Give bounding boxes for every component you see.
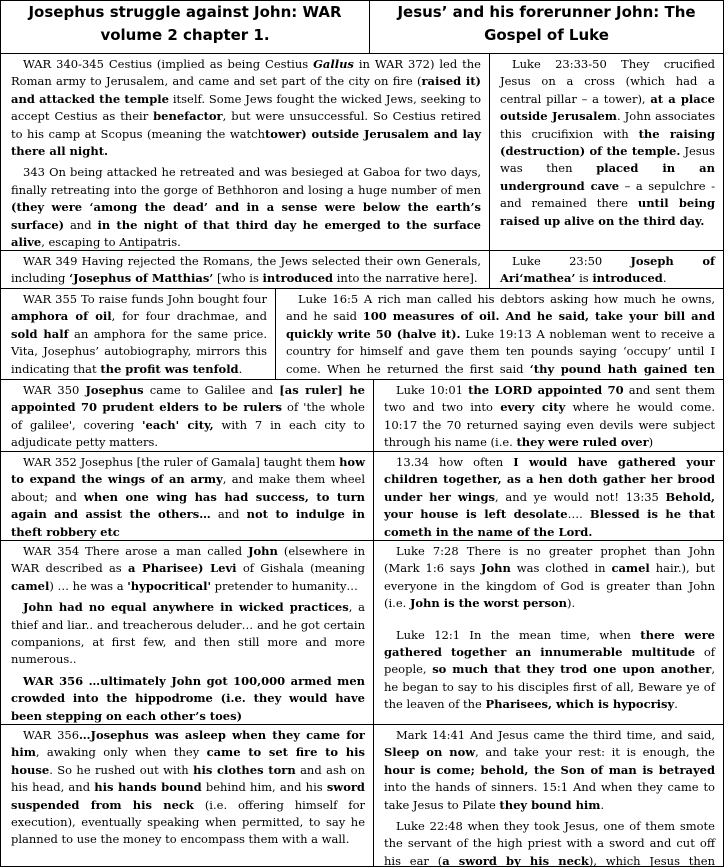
header-right: Jesus’ and his forerunner John: The Gospel of Luke bbox=[369, 1, 723, 53]
row-2-right bbox=[489, 251, 723, 288]
row-4-right bbox=[373, 380, 723, 451]
row-2-right-p1: Luke 23:50 Joseph of Ari‘mathea’ is introduced. bbox=[500, 254, 715, 286]
row-7-right-p1: Mark 14:41 And Jesus came the third time, and said, Sleep on now, and take your rest: it is enough, the hour is come; behold, the Son of man is betrayed into the hands of sinners. 15:1 And when they came to take Jesus to Pilate they bound him. bbox=[384, 728, 715, 812]
row-5-left bbox=[1, 452, 373, 540]
row-7-right-p2: Luke 22:48 when they took Jesus, one of them smote the servant of the high priest with a sword and cut off his ear (a sword by his neck), which Jesus then bbox=[384, 819, 716, 866]
row-1-left-p2: 343 On being attacked he retreated and was besieged at Gaboa for two days, finally retreating into the gorge of Bethhoron and losing a huge number of men (they were ‘among the dead’ and in a sense were below the earth’s surface) and in the night of that third day he emerged to the surface alive, escaping to Antipatris. bbox=[11, 165, 481, 250]
table-row bbox=[0, 54, 724, 251]
row-6-left-p1: WAR 354 There arose a man called John (elsewhere in WAR described as a Pharisee) Levi of Gishala (meaning camel) … he was a 'hypocritical' pretender to humanity… bbox=[11, 544, 365, 593]
table-row bbox=[0, 380, 724, 452]
row-1-left-p1: WAR 340-345 Cestius (implied as being Cestius Gallus in WAR 372) led the Roman army to Jerusalem, and came and set part of the city on fire (raised it) and attacked the temple itself. Some Jews fought the wicked Jews, seeking to accept Cestius as their benefactor, but were unsuccessful. So Cestius retired to his camp at Scopus (meaning the watchtower) outside Jerusalem and lay there all night. bbox=[11, 57, 482, 159]
row-7-left bbox=[1, 725, 373, 866]
row-1-right-p1: Luke 23:33-50 They crucified Jesus on a cross (which had a central pillar – a tower), at a place outside Jerusalem. John associates this crucifixion with the raising (destruction) of the temple. Jesus was then placed in an underground cave – a sepulchre - and remained there until being raised up alive on the third day. bbox=[500, 57, 716, 228]
row-3-left-p1: WAR 355 To raise funds John bought four amphora of oil, for four drachmae, and sold half an amphora for the same price. Vita, Josephus’ autobiography, mirrors this indicating that the profit was tenfold. bbox=[11, 292, 268, 376]
row-5-right-p1: 13.34 how often I would have gathered your children together, as a hen doth gather her brood under her wings, and ye would not! 13:35 Behold, your house is left desolate…. Blessed is he that cometh in the name of the Lord. bbox=[384, 455, 716, 539]
row-6-left-p3: WAR 356 …ultimately John got 100,000 armed men crowded into the hippodrome (i.e. they would have been stepping on each other’s toes) bbox=[11, 673, 365, 723]
row-3-right-p1: Luke 16:5 A rich man called his debtors asking how much he owns, and he said 100 measures of oil. And he said, take your bill and quickly write 50 (halve it). Luke 19:13 A nobleman went to receive a country for himself and gave them ten pounds saying ‘occupy’ until I come. When he returned the first said ‘thy pound hath gained ten bbox=[286, 292, 715, 376]
row-3-left bbox=[1, 289, 275, 379]
row-5-right bbox=[373, 452, 723, 540]
row-1-right bbox=[489, 54, 723, 250]
row-6-right bbox=[373, 541, 723, 724]
row-2-left-p1: WAR 349 Having rejected the Romans, the Jews selected their own Generals, including ‘Josephus of Matthias’ [who is introduced into the narrative here]. bbox=[11, 254, 481, 286]
row-7-right bbox=[373, 725, 723, 866]
row-7-left-p1: WAR 356…Josephus was asleep when they came for him, awaking only when they came to set fire to his house. So he rushed out with his clothes torn and ash on his head, and his hands bound behind him, and his sword suspended from his neck (i.e. offering himself for execution), eventually speaking when permitted, to say he planned to use the money to encompass them with a wall. bbox=[11, 728, 366, 847]
row-6-left bbox=[1, 541, 373, 724]
row-3-right bbox=[275, 289, 723, 379]
row-6-right-p1: Luke 7:28 There is no greater prophet than John (Mark 1:6 says John was clothed in camel hair.), but everyone in the kingdom of God is greater than John (i.e. John is the worst person). bbox=[384, 544, 715, 611]
row-4-left bbox=[1, 380, 373, 451]
row-1-left bbox=[1, 54, 489, 250]
table-row bbox=[0, 289, 724, 380]
row-5-left-p1: WAR 352 Josephus [the ruler of Gamala] taught them how to expand the wings of an army, and make them wheel about; and when one wing has had success, to turn again and assist the others… and not to indulge in theft robbery etc bbox=[11, 455, 365, 539]
row-4-right-p1: Luke 10:01 the LORD appointed 70 and sent them two and two into every city where he would come. 10:17 the 70 returned saying even devils were subject through his name (i.e. they were ruled over) bbox=[384, 383, 715, 450]
table-row bbox=[0, 452, 724, 541]
table-row bbox=[0, 725, 724, 867]
header-left: Josephus struggle against John: WAR volume 2 chapter 1. bbox=[28, 3, 342, 44]
row-6-left-p2: John had no equal anywhere in wicked practices, a thief and liar.. and treacherous deluder… and he got certain companions, at first few, and then still more and more numerous.. bbox=[11, 600, 365, 667]
row-4-left-p1: WAR 350 Josephus came to Galilee and [as ruler] he appointed 70 prudent elders to be rulers of 'the whole of galilee', covering 'each' city, with 7 in each city to adjudicate petty matters. bbox=[11, 383, 365, 450]
table-row bbox=[0, 541, 724, 725]
header-row bbox=[0, 0, 724, 54]
row-6-right-p2: Luke 12:1 In the mean time, when there were gathered together an innumerable multitude of people, so much that they trod one upon another, he began to say to his disciples first of all, Beware ye of the leaven of the Pharisees, which is hypocrisy. bbox=[384, 627, 715, 712]
row-2-left bbox=[1, 251, 489, 288]
table-row bbox=[0, 251, 724, 289]
